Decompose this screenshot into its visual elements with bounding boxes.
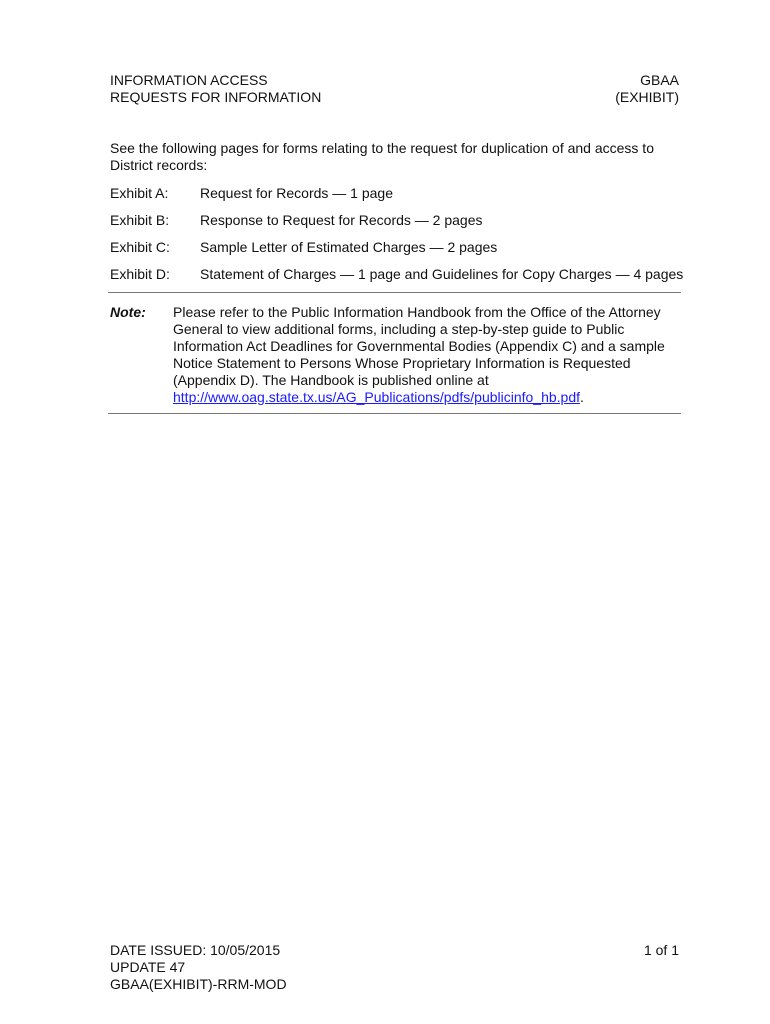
note-label: Note: xyxy=(110,304,146,320)
divider xyxy=(108,413,681,414)
header-left xyxy=(110,72,321,106)
footer-left xyxy=(110,942,287,993)
exhibit-description: Request for Records — 1 page xyxy=(200,185,393,201)
note-body: Please refer to the Public Information Handbook from the Office of the Attorney General to view additional forms, including a step-by-step guide to Public Information Act Deadlines for Governmental Bodies (Appendix C) and a sample Notice Statement to Persons Whose Proprietary Information is Requested (Appendix D). The Handbook is published online at xyxy=(173,304,665,388)
header-right xyxy=(615,72,679,106)
header-subsection-title: REQUESTS FOR INFORMATION xyxy=(110,89,322,105)
footer-document-code: GBAA(EXHIBIT)-RRM-MOD xyxy=(110,976,287,992)
exhibit-label: Exhibit D: xyxy=(110,266,170,282)
exhibit-label: Exhibit B: xyxy=(110,212,170,228)
header-section-title: INFORMATION ACCESS xyxy=(110,72,268,88)
exhibit-label: Exhibit A: xyxy=(110,185,169,201)
exhibit-description: Sample Letter of Estimated Charges — 2 pages xyxy=(200,239,498,255)
exhibit-label: Exhibit C: xyxy=(110,239,170,255)
divider xyxy=(108,292,681,293)
handbook-link[interactable]: http://www.oag.state.tx.us/AG_Publications/pdfs/publicinfo_hb.pdf xyxy=(173,389,581,405)
header-policy-code: GBAA xyxy=(640,72,679,88)
intro-paragraph: See the following pages for forms relating to the request for duplication of and access to District records: xyxy=(110,140,654,173)
footer-update: UPDATE 47 xyxy=(110,959,186,975)
note-text xyxy=(173,304,683,406)
exhibit-description: Response to Request for Records — 2 pages xyxy=(200,212,483,228)
exhibit-description: Statement of Charges — 1 page and Guidelines for Copy Charges — 4 pages xyxy=(200,266,684,282)
header-policy-type: (EXHIBIT) xyxy=(615,89,679,105)
note-suffix: . xyxy=(580,389,584,405)
footer-page-number: 1 of 1 xyxy=(643,942,679,958)
footer-date-issued: DATE ISSUED: 10/05/2015 xyxy=(110,942,281,958)
